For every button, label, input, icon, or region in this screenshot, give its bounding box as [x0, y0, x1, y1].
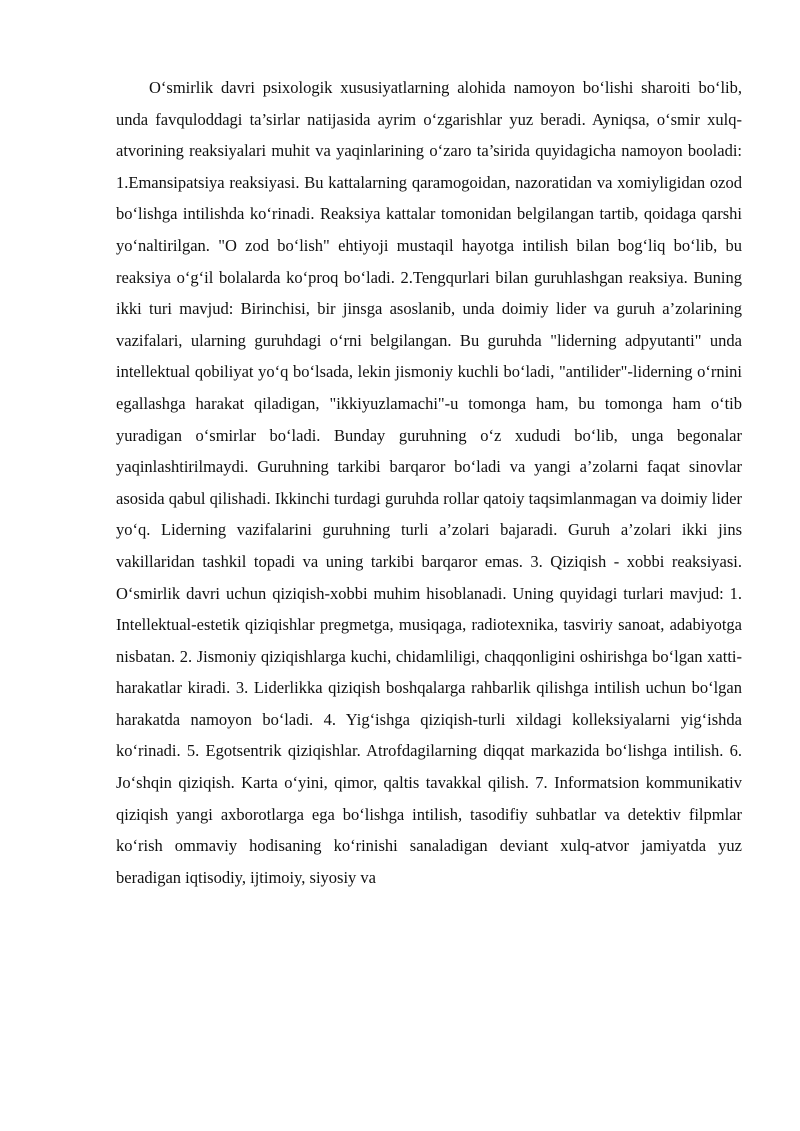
- document-page: [116, 72, 742, 893]
- body-paragraph: O‘smirlik davri psixologik xususiyatlarning alohida namoyon bo‘lishi sharoiti bo‘lib, unda favquloddagi ta’sirlar natijasida ayrim o‘zgarishlar yuz beradi. Ayniqsa, o‘smir xulq-atvorining reaksiyalari muhit va yaqinlarining o‘zaro ta’sirida quyidagicha namoyon booladi: 1.Emansipatsiya reaksiyasi. Bu kattalarning qaramogoidan, nazoratidan va xomiyligidan ozod bo‘lishga intilishda ko‘rinadi. Reaksiya kattalar tomonidan belgilangan tartib, qoidaga qarshi yo‘naltirilgan. "O zod bo‘lish" ehtiyoji mustaqil hayotga intilish bilan bog‘liq bo‘lib, bu reaksiya o‘g‘il bolalarda ko‘proq bo‘ladi. 2.Tengqurlari bilan guruhlashgan reaksiya. Buning ikki turi mavjud: Birinchisi, bir jinsga asoslanib, unda doimiy lider va guruh a’zolarining vazifalari, ularning guruhdagi o‘rni belgilangan. Bu guruhda "liderning adpyutanti" unda intellektual qobiliyat yo‘q bo‘lsada, lekin jismoniy kuchli bo‘ladi, "antilider"-liderning o‘rnini egallashga harakat qiladigan, "ikkiyuzlamachi"-u tomonga ham, bu tomonga ham o‘tib yuradigan o‘smirlar bo‘ladi. Bunday guruhning o‘z xududi bo‘lib, unga begonalar yaqinlashtirilmaydi. Guruhning tarkibi barqaror bo‘ladi va yangi a’zolarni faqat sinovlar asosida qabul qilishadi. Ikkinchi turdagi guruhda rollar qatoiy taqsimlanmagan va doimiy lider yo‘q. Liderning vazifalarini guruhning turli a’zolari bajaradi. Guruh a’zolari ikki jins vakillaridan tashkil topadi va uning tarkibi barqaror emas. 3. Qiziqish - xobbi reaksiyasi. O‘smirlik davri uchun qiziqish-xobbi muhim hisoblanadi. Uning quyidagi turlari mavjud: 1. Intellektual-estetik qiziqishlar pregmetga, musiqaga, radiotexnika, tasviriy sanoat, adabiyotga nisbatan. 2. Jismoniy qiziqishlarga kuchi, chidamliligi, chaqqonligini oshirishga bo‘lgan xatti-harakatlar kiradi. 3. Liderlikka qiziqish boshqalarga rahbarlik qilishga intilish uchun bo‘lgan harakatda namoyon bo‘ladi. 4. Yig‘ishga qiziqish-turli xildagi kolleksiyalarni yig‘ishda ko‘rinadi. 5. Egotsentrik qiziqishlar. Atrofdagilarning diqqat markazida bo‘lishga intilish. 6. Jo‘shqin qiziqish. Karta o‘yini, qimor, qaltis tavakkal qilish. 7. Informatsion kommunikativ qiziqish yangi axborotlarga ega bo‘lishga intilish, tasodifiy suhbatlar va detektiv filpmlar ko‘rish ommaviy hodisaning ko‘rinishi sanaladigan deviant xulq-atvor jamiyatda yuz beradigan iqtisodiy, ijtimoiy, siyosiy va: [116, 78, 742, 887]
